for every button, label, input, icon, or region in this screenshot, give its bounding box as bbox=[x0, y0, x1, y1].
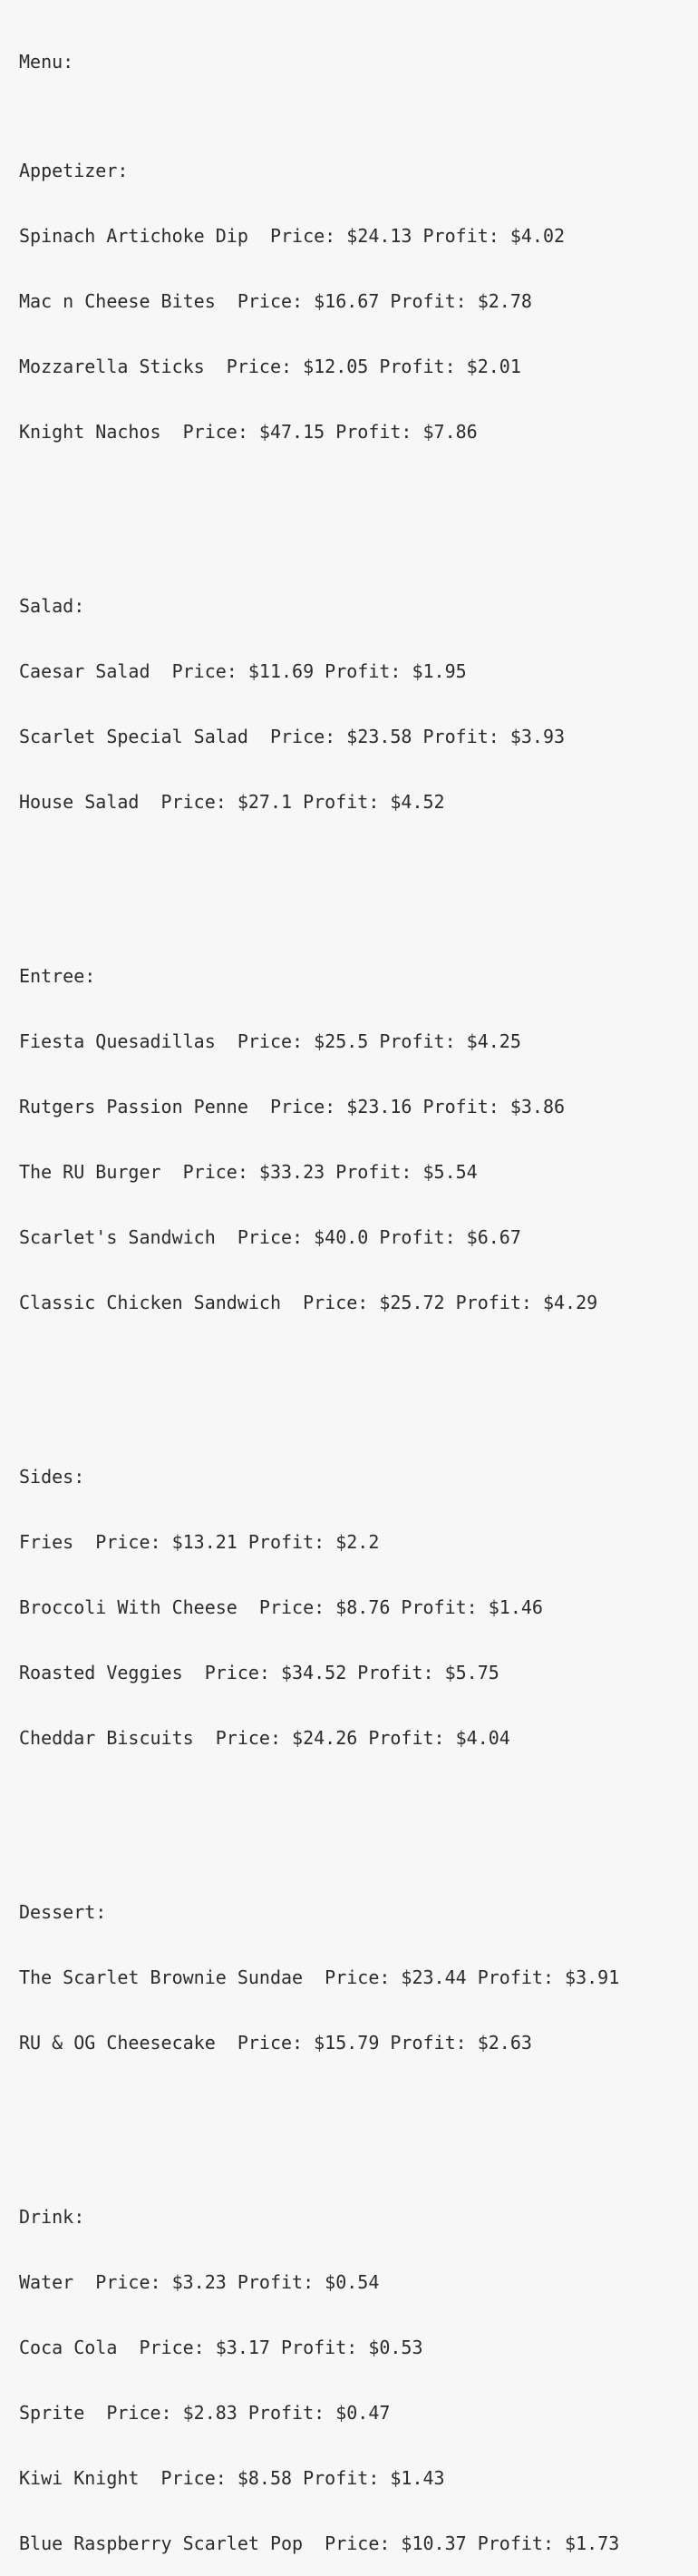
section-heading-drink: Drink: bbox=[19, 2206, 85, 2228]
menu-item: Mozzarella Sticks Price: $12.05 Profit: $2.01 bbox=[19, 356, 521, 377]
menu-item: Roasted Veggies Price: $34.52 Profit: $5.75 bbox=[19, 1662, 499, 1683]
menu-item: Scarlet Special Salad Price: $23.58 Profit: $3.93 bbox=[19, 726, 566, 747]
blank-line bbox=[19, 1792, 619, 1814]
menu-item: Blue Raspberry Scarlet Pop Price: $10.37 Profit: $1.73 bbox=[19, 2532, 620, 2554]
menu-item: Rutgers Passion Penne Price: $23.16 Profit: $3.86 bbox=[19, 1096, 566, 1117]
menu-item: Scarlet's Sandwich Price: $40.0 Profit: $6.67 bbox=[19, 1226, 521, 1248]
menu-item: Coca Cola Price: $3.17 Profit: $0.53 bbox=[19, 2337, 423, 2358]
menu-item: Classic Chicken Sandwich Price: $25.72 Profit: $4.29 bbox=[19, 1292, 598, 1313]
section-heading-salad: Salad: bbox=[19, 595, 85, 617]
menu-item: Water Price: $3.23 Profit: $0.54 bbox=[19, 2271, 380, 2293]
section-heading-entree: Entree: bbox=[19, 965, 96, 987]
section-heading-sides: Sides: bbox=[19, 1466, 85, 1488]
menu-item: Sprite Price: $2.83 Profit: $0.47 bbox=[19, 2402, 391, 2424]
menu-item: The Scarlet Brownie Sundae Price: $23.44 Profit: $3.91 bbox=[19, 1966, 620, 1988]
menu-item: Fiesta Quesadillas Price: $25.5 Profit: $4.25 bbox=[19, 1030, 521, 1052]
menu-item: Mac n Cheese Bites Price: $16.67 Profit: $2.78 bbox=[19, 290, 532, 312]
menu-item: Knight Nachos Price: $47.15 Profit: $7.86 bbox=[19, 421, 478, 443]
menu-title: Menu: bbox=[19, 51, 74, 73]
terminal-output bbox=[19, 7, 619, 2576]
section-heading-appetizer: Appetizer: bbox=[19, 160, 129, 181]
menu-item: RU & OG Cheesecake Price: $15.79 Profit: $2.63 bbox=[19, 2032, 532, 2054]
menu-item: Caesar Salad Price: $11.69 Profit: $1.95 bbox=[19, 660, 467, 682]
section-heading-dessert: Dessert: bbox=[19, 1901, 107, 1923]
menu-item: Kiwi Knight Price: $8.58 Profit: $1.43 bbox=[19, 2467, 445, 2489]
blank-line bbox=[19, 486, 619, 508]
menu-item: Fries Price: $13.21 Profit: $2.2 bbox=[19, 1531, 380, 1553]
menu-item: The RU Burger Price: $33.23 Profit: $5.54 bbox=[19, 1161, 478, 1183]
menu-item: House Salad Price: $27.1 Profit: $4.52 bbox=[19, 791, 445, 813]
menu-item: Broccoli With Cheese Price: $8.76 Profit: $1.46 bbox=[19, 1596, 543, 1618]
blank-line bbox=[19, 1357, 619, 1379]
blank-line bbox=[19, 2097, 619, 2119]
blank-line bbox=[19, 856, 619, 878]
menu-item: Spinach Artichoke Dip Price: $24.13 Profit: $4.02 bbox=[19, 225, 566, 247]
menu-item: Cheddar Biscuits Price: $24.26 Profit: $4.04 bbox=[19, 1727, 510, 1749]
